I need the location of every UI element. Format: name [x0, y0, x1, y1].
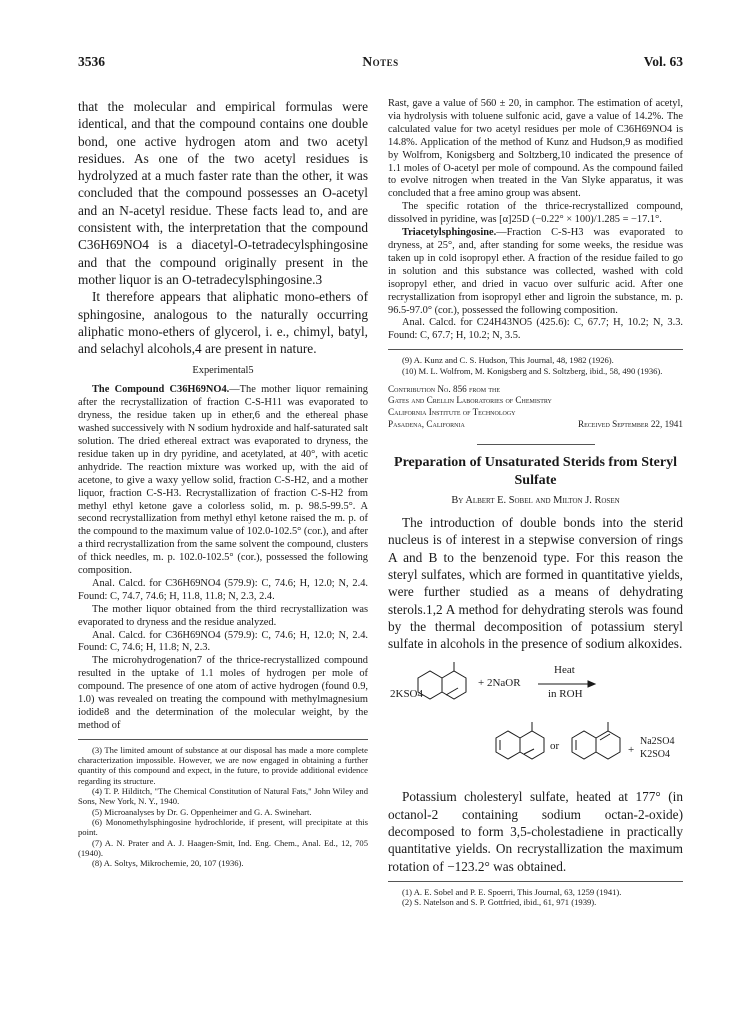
body-paragraph: Potassium cholesteryl sulfate, heated at 177° (in octanol-2 containing sodium octan-2-oxide) decomposed to form 3,5-cholestadiene in practically quantitative yields. On recrystallization the maximum rotation of −123.2° was obtained.	[388, 789, 683, 874]
footnote: (2) S. Natelson and S. P. Gottfried, ibid., 61, 971 (1939).	[402, 897, 597, 908]
reaction-scheme-drawing	[388, 660, 683, 782]
analysis-line: Anal. Calcd. for C24H43NO5 (425.6): C, 67.7; H, 10.2; N, 3.3. Found: C, 67.7; H, 10.2; N, 3.5.	[388, 317, 683, 342]
footnote: (5) Microanalyses by Dr. G. Oppenheimer and G. A. Swinehart.	[92, 806, 312, 817]
or-label: or	[550, 740, 560, 753]
contribution-line: Contribution No. 856 from the	[388, 383, 501, 394]
contribution-row	[388, 419, 683, 431]
arrow-bottom-label: in ROH	[548, 688, 583, 701]
contribution-block	[388, 384, 683, 430]
body-paragraph: that the molecular and empirical formulas were identical, and that the compound contains one double bond, one active hydrogen atom and two acetyl residues. As one of the two acetyl residues is hydrolyzed at a much faster rate than the other, it was concluded that the compound possesses an O-acetyl and an N-acetyl residue. These facts lead to, and are consistent with, the interpretation that the compound C36H69NO4 is a diacetyl-O-tetradecylsphingosine and that the compound originally present in the mother liquor is an O-tetradecylsphingosine.3	[78, 99, 368, 287]
footnote: (8) A. Soltys, Mikrochemie, 20, 107 (1936).	[92, 858, 244, 869]
experimental-text: —The mother liquor remaining after the recrystallization of fraction C-S-H11 was evaporated to dryness, the residue taken up in ether,6 and the ethereal phase washed successively with N sodium hydroxide and half-saturated salt solution. The dried ethereal extract was evaporated to dryness, the residue taken up in dry pyridine, and acetylated, at 40°, with acetic anhydride. The reaction mixture was worked up, with the aid of acetone, to give a waxy yellow solid, fraction C-S-H2, and a mother liquor, fraction C-S-H3. Recrystallization of fraction C-S-H2 from methyl ethyl ketone gave a colorless solid, m. p. 98.5-99.5°. A second recrystallization from methyl ethyl ketone raised the m. p. of the compound to the maximum value of 102.0-102.5° (cor.), and after a third recrystallization from the same solvent the compound, clusters of thick needles, m. p. 102.0-102.5° (cor.), possessed the following composition.	[78, 384, 368, 577]
plus-sign: +	[628, 744, 635, 757]
body-paragraph	[78, 384, 368, 578]
analysis-line: Anal. Calcd. for C36H69NO4 (579.9): C, 74.6; H, 12.0; N, 2.4. Found: C, 74.6; H, 11.8; N, 2.3.	[78, 629, 368, 654]
footnote-divider	[388, 881, 683, 882]
received-date: Received September 22, 1941	[578, 418, 683, 429]
running-title: Notes	[362, 54, 399, 69]
body-paragraph: The specific rotation of the thrice-recrystallized compound, dissolved in pyridine, was [α]25D (−0.22° × 100)/1.285 = −17.1°.	[388, 201, 683, 226]
page-number: 3536	[78, 54, 105, 69]
reactant-label: 2KSO4	[390, 688, 424, 701]
section-heading: Experimental5	[192, 365, 254, 377]
body-paragraph: The mother liquor obtained from the third recrystallization was evaporated to dryness and the residue analyzed.	[78, 603, 368, 628]
right-column	[388, 98, 683, 908]
experimental-text: —Fraction C-S-H3 was evaporated to dryness, at 25°, and, after standing for some weeks, the residue was taken up in cold isopropyl ether. A fraction of the residue failed to go in solution and this substance was collected, washed with cold isopropyl ether, and dried in vacuo over sulfuric acid. After one recrystallization from isopropyl ether and ligroin the substance, m. p. 96.5-97.0° (cor.), possessed the following composition.	[388, 227, 683, 316]
footnote: (1) A. E. Sobel and P. E. Spoerri, This Journal, 63, 1259 (1941).	[402, 886, 622, 897]
footnote: (4) T. P. Hilditch, "The Chemical Constitution of Natural Fats," John Wiley and Sons, New York, N. Y., 1940.	[78, 786, 368, 807]
footnote: (3) The limited amount of substance at our disposal has made a more complete characterization impossible. However, we are now engaged in obtaining a further quantity of this compound and expect, in the future, to provide additional evidence regarding its structure.	[78, 744, 368, 786]
article-authors: By Albert E. Sobel and Milton J. Rosen	[451, 495, 620, 507]
byproduct-label: Na2SO4	[640, 736, 675, 748]
contribution-line: Gates and Crellin Laboratories of Chemistry	[388, 395, 552, 406]
page-header	[78, 54, 683, 74]
analysis-line: Anal. Calcd. for C36H69NO4 (579.9): C, 74.6; H, 12.0; N, 2.4. Found: C, 74.7, 74.6; H, 11.8, 11.8; N, 2.3, 2.4.	[78, 577, 368, 602]
body-paragraph	[388, 227, 683, 317]
compound-heading: Triacetylsphingosine.	[402, 227, 497, 239]
reactant-ring-b	[442, 671, 466, 699]
reaction-scheme	[388, 660, 683, 782]
left-column	[78, 98, 368, 868]
title-divider	[477, 444, 595, 445]
reagent-label: + 2NaOR	[478, 677, 521, 690]
volume-number: Vol. 63	[643, 54, 683, 69]
body-paragraph: Rast, gave a value of 560 ± 20, in camphor. The estimation of acetyl, via hydrolysis with toluene sulfonic acid, gave a value of 14.2%. The calculated value for two acetyl residues per mole of C36H69NO4 is 14.8%. Application of the method of Kunz and Hudson,9 as modified by Wolfrom, Konigsberg and Soltzberg,10 indicated the presence of 1.1 moles of O-acetyl per mole of compound. As the compound failed to evolve nitrogen when treated in the Van Slyke apparatus, it was concluded that a free amino group was absent.	[388, 98, 683, 200]
body-paragraph: The microhydrogenation7 of the thrice-recrystallized compound resulted in the uptake of 1.1 moles of hydrogen per mole of compound. The presence of one atom of active hydrogen (found 0.9, 1.0) was revealed on treating the compound with methylmagnesium iodide8 and the determination of the molecular weight, by the method of	[78, 655, 368, 731]
footnote-divider	[388, 349, 683, 350]
body-paragraph: It therefore appears that aliphatic mono-ethers of sphingosine, analogous to the naturally occurring aliphatic mono-ethers of glycerol, i. e., chimyl, batyl, and selachyl alcohols,4 are present in nature.	[78, 289, 368, 357]
contribution-line: California Institute of Technology	[388, 407, 516, 417]
footnote: (10) M. L. Wolfrom, M. Konigsberg and S. Soltzberg, ibid., 58, 490 (1936).	[402, 365, 663, 376]
compound-heading: The Compound C36H69NO4.	[92, 384, 230, 396]
arrow-top-label: Heat	[554, 664, 575, 677]
footnote: (9) A. Kunz and C. S. Hudson, This Journal, 48, 1982 (1926).	[402, 355, 614, 366]
footnote-divider	[78, 739, 368, 740]
byproduct-label: K2SO4	[640, 749, 671, 761]
footnote: (6) Monomethylsphingosine hydrochloride, if present, will precipitate at this point.	[78, 816, 368, 838]
footnote: (7) A. N. Prater and A. J. Haagen-Smit, Ind. Eng. Chem., Anal. Ed., 12, 705 (1940).	[78, 837, 368, 858]
product-ring-b	[520, 731, 544, 759]
article-title: Preparation of Unsaturated Sterids from Steryl Sulfate	[394, 455, 677, 488]
location: Pasadena, California	[388, 418, 465, 429]
body-paragraph: The introduction of double bonds into the sterid nucleus is of interest in a stepwise conversion of rings A and B to the benzenoid type. For this reason the steryl sulfates, which are formed in quantitative yields, were further studied as a means of dehydrating sterols.1,2 A method for dehydrating sterols was found by the thermal decomposition of potassium steryl sulfate in alcohols in the presence of sodium alkoxides.	[388, 515, 683, 652]
